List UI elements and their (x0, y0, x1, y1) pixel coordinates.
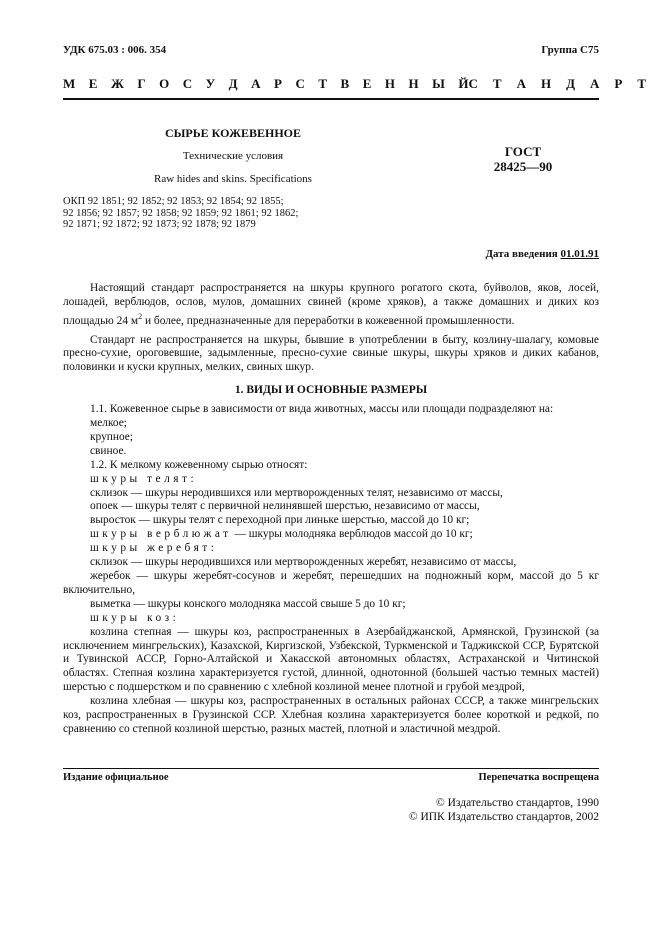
item-zherebok: жеребок — шкуры жеребят-сосунов и жеребят, перешедших на подножный корм, массой до 5 кг включительно, (63, 570, 599, 596)
category-large: крупное; (90, 430, 134, 443)
subhead-foals: шкуры жеребят: (90, 542, 218, 555)
item-sklizok: склизок — шкуры неродившихся или мертворожденных телят, независимо от массы, (90, 486, 503, 499)
udk-code: УДК 675.03 : 006. 354 (63, 44, 167, 56)
subhead-goats: шкуры коз: (90, 611, 180, 624)
group-code: Группа С75 (541, 44, 599, 56)
gost-number (473, 144, 573, 174)
banner-word-interstate: М Е Ж Г О С У Д А Р С Т В Е Н Н Ы Й (63, 76, 469, 91)
standard-banner (63, 76, 647, 92)
okp-codes (63, 196, 403, 231)
document-page (63, 0, 647, 936)
item-sklizok-foal: склизок — шкуры неродившихся или мертворожденных жеребят, независимо от массы, (90, 556, 517, 569)
section-heading-1: 1. ВИДЫ И ОСНОВНЫЕ РАЗМЕРЫ (234, 384, 428, 397)
doc-english-title: Raw hides and skins. Specifications (154, 173, 312, 185)
item-opoek: опоек — шкуры телят с первичной нелинявшей шерстью, независимо от массы, (90, 500, 480, 513)
introduction-date (485, 248, 599, 260)
gost-code: 28425—90 (493, 159, 553, 174)
item-vymetka: выметка — шкуры конского молодняка массой свыше 5 до 10 кг; (90, 597, 406, 610)
date-value: 01.01.91 (560, 248, 599, 260)
doc-title: СЫРЬЕ КОЖЕВЕННОЕ (164, 126, 302, 140)
item-kozlina-grain: козлина хлебная — шкуры коз, распространенных в остальных районах СССР, а также мингрельских коз, распространенных в Грузинской ССР. Хлебная козлина характеризуется более короткой и редкой, по сравнению со степной козлиной шерстью, разных мастей, плотной и эластичной мездрой. (63, 695, 599, 735)
gost-label: ГОСТ (504, 144, 542, 159)
clause-1-2: 1.2. К мелкому кожевенному сырью относят: (90, 458, 308, 471)
date-label: Дата введения (485, 248, 558, 260)
document-body (63, 282, 599, 737)
item-camel-calves: шкуры верблюжат — шкуры молодняка верблюдов массой до 10 кг; (90, 528, 473, 541)
item-vyrostok: выросток — шкуры телят с переходной при линьке шерстью, массой до 10 кг; (90, 514, 470, 527)
okp-line: ОКП 92 1851; 92 1852; 92 1853; 92 1854; 92 1855; (63, 196, 284, 207)
clause-1-1: 1.1. Кожевенное сырье в зависимости от вида животных, массы или площади подразделяют на: (90, 403, 554, 416)
intro-paragraph-scope: Настоящий стандарт распространяется на шкуры крупного рогатого скота, буйволов, яков, лосей, лошадей, верблюдов, ослов, мулов, домашних свиней (кроме хряков), а также домашних и диких коз площадью 24 $м^2$ и более, предназначенные для переработки в кожевенной промышленности. (63, 282, 599, 327)
item-kozlina-steppe: козлина степная — шкуры коз, распространенных в Азербайджанской, Армянской, Грузинской (за исключением мингрельских), Казахской, Киргизской, Узбекской, Туркменской и Таджикской ССР, Бурятской и Тувинской АССР, Горно-Алтайской и Хакасской автономных областях, Астраханской и Читинской областях. Степная козлина характеризуется густой, длинной, однотонной (большей частью темных мастей) шерстью с подшерстком и по сравнению с хлебной козлиной менее плотной и грубой мездрой, (63, 625, 599, 694)
category-small: мелкое; (90, 417, 127, 430)
subhead-calves: шкуры телят: (90, 472, 198, 485)
copyright-block (409, 796, 599, 824)
okp-line: 92 1856; 92 1857; 92 1858; 92 1859; 92 1861; 92 1862; (63, 207, 299, 219)
reprint-prohibited-note: Перепечатка воспрещена (478, 772, 599, 783)
footer-rule (63, 768, 599, 769)
copyright-line: © Издательство стандартов, 1990 (435, 797, 599, 809)
official-edition-note: Издание официальное (63, 772, 169, 783)
okp-line: 92 1871; 92 1872; 92 1873; 92 1878; 92 1879 (63, 219, 256, 230)
intro-paragraph-exclusions: Стандарт не распространяется на шкуры, бывшие в употреблении в быту, козлину-шалагу, комовые пресно-сухие, ороговевшие, задымленные, пресно-сухие свиные шкуры, шкуры хряков и диких кабанов, половинки и куски крупных, мелких, свиных шкур. (63, 333, 599, 374)
header-rule (63, 98, 599, 100)
banner-word-standard: С Т А Н Д А Р Т (468, 76, 647, 91)
copyright-line: © ИПК Издательство стандартов, 2002 (408, 811, 599, 823)
doc-subtitle: Технические условия (182, 150, 284, 162)
category-pig: свиное. (90, 444, 127, 457)
